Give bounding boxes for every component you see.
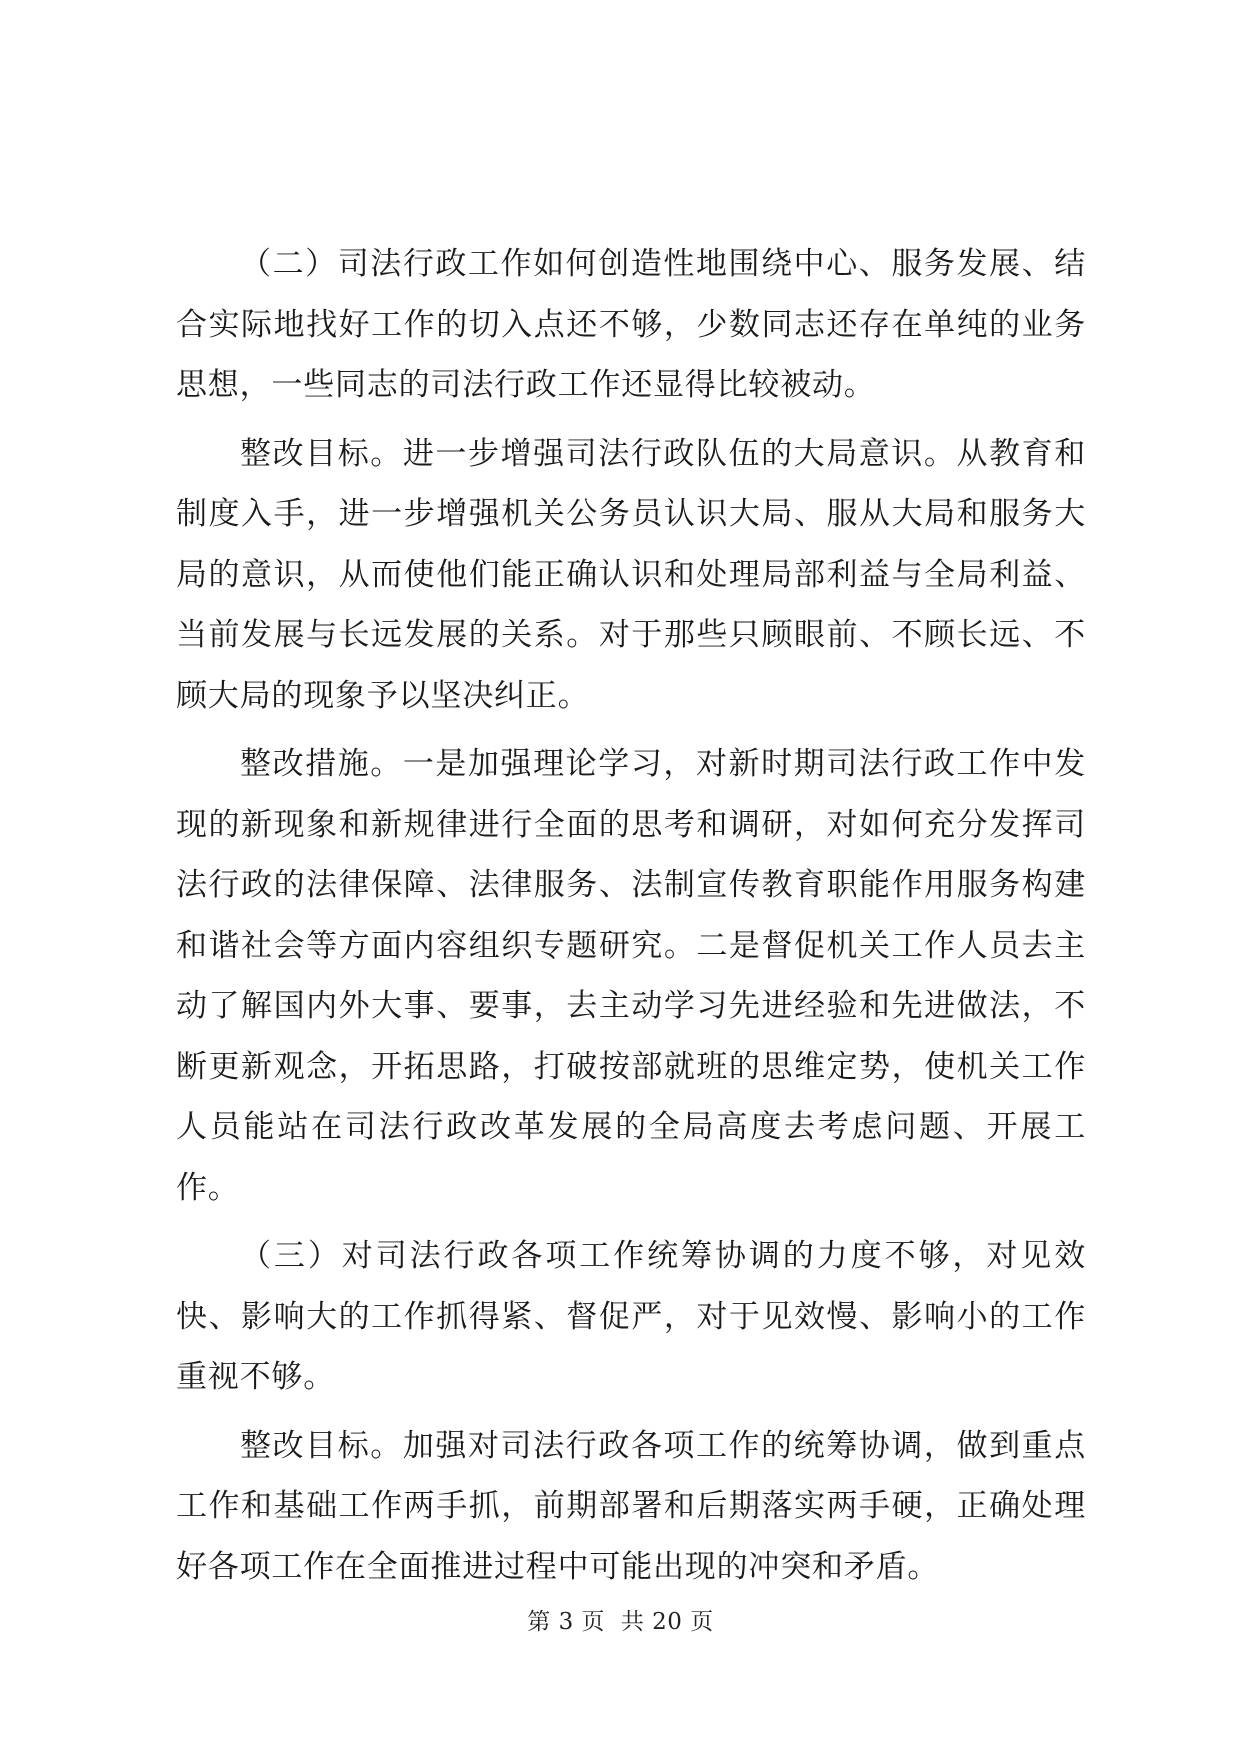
page-number: 第 3 页 [527, 1609, 606, 1635]
paragraph-issue-2: （二）司法行政工作如何创造性地围绕中心、服务发展、结合实际地找好工作的切入点还不够，少数同志还存在单纯的业务思想，一些同志的司法行政工作还显得比较被动。 [176, 246, 1086, 403]
page-total: 共 20 页 [620, 1609, 714, 1635]
paragraph-rectification-measures: 整改措施。一是加强理论学习，对新时期司法行政工作中发现的新现象和新规律进行全面的思考和调研，对如何充分发挥司法行政的法律保障、法律服务、法制宣传教育职能作用服务构建和谐社会等方面内容组织专题研究。二是督促机关工作人员去主动了解国内外大事、要事，去主动学习先进经验和先进做法，不断更新观念，开拓思路，打破按部就班的思维定势，使机关工作人员能站在司法行政改革发展的全局高度去考虑问题、开展工作。 [176, 746, 1086, 1206]
paragraph-issue-3: （三）对司法行政各项工作统筹协调的力度不够，对见效快、影响大的工作抓得紧、督促严，对于见效慢、影响小的工作重视不够。 [176, 1238, 1086, 1395]
paragraph-rectification-goal-1: 整改目标。进一步增强司法行政队伍的大局意识。从教育和制度入手，进一步增强机关公务员认识大局、服从大局和服务大局的意识，从而使他们能正确认识和处理局部利益与全局利益、当前发展与长远发展的关系。对于那些只顾眼前、不顾长远、不顾大局的现象予以坚决纠正。 [176, 435, 1086, 714]
page-footer [0, 1603, 1241, 1636]
paragraph-rectification-goal-2: 整改目标。加强对司法行政各项工作的统筹协调，做到重点工作和基础工作两手抓，前期部署和后期落实两手硬，正确处理好各项工作在全面推进过程中可能出现的冲突和矛盾。 [176, 1427, 1086, 1585]
document-body [176, 234, 1086, 1605]
